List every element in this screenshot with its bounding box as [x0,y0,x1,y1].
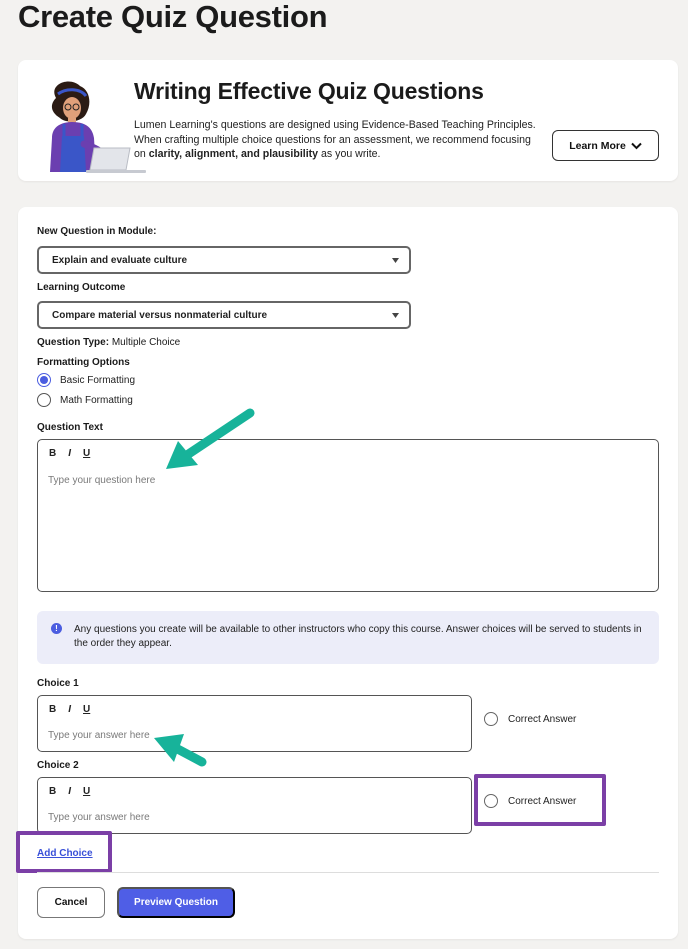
choice-1-placeholder: Type your answer here [48,730,150,741]
question-text-label: Question Text [37,422,103,433]
banner-description: Lumen Learning's questions are designed using Evidence-Based Teaching Principles. When crafting multiple choice questions for an assessment, we recommend focusing on clarity, alignment, and plausibility as you write. [134,119,536,160]
radio-button[interactable] [484,712,498,726]
learn-more-button[interactable]: Learn More [552,130,659,161]
question-form [18,207,678,939]
radio-button[interactable] [37,393,51,407]
radio-math-formatting[interactable]: Math Formatting [37,393,133,407]
choice-1-editor[interactable] [37,695,472,752]
banner-title: Writing Effective Quiz Questions [134,78,484,104]
underline-button[interactable]: U [83,448,91,459]
banner-emphasis: clarity, alignment, and plausibility [148,148,319,160]
underline-button[interactable]: U [83,704,91,715]
radio-basic-formatting[interactable]: Basic Formatting [37,373,135,387]
page-title: Create Quiz Question [18,0,328,34]
outcome-select[interactable] [37,301,411,329]
radio-button[interactable] [37,373,51,387]
add-choice-highlight [16,831,112,873]
question-type-value: Multiple Choice [111,337,181,348]
choice-1-correct-answer[interactable]: Correct Answer [484,712,576,726]
choice-2-editor[interactable] [37,777,472,834]
formatting-toolbar [49,704,90,715]
bold-button[interactable]: B [49,448,57,459]
choice-2-label: Choice 2 [37,760,79,771]
choice-2-placeholder: Type your answer here [48,812,150,823]
cancel-button[interactable]: Cancel [37,887,105,918]
choice-2-correct-answer[interactable]: Correct Answer [484,794,576,808]
formatting-label: Formatting Options [37,357,130,368]
caret-down-icon [392,313,399,318]
formatting-toolbar [49,448,90,459]
caret-down-icon [392,258,399,263]
italic-button[interactable]: I [68,448,72,459]
module-select[interactable] [37,246,411,274]
outcome-label: Learning Outcome [37,282,126,293]
annotation-arrow-icon [152,728,214,772]
chevron-down-icon [631,142,642,150]
underline-button[interactable]: U [83,786,91,797]
add-choice-link[interactable]: Add Choice [37,848,93,859]
annotation-arrow-icon [160,405,260,475]
module-label: New Question in Module: [37,226,157,237]
question-placeholder: Type your question here [48,475,156,486]
divider [37,872,659,873]
info-icon: ! [51,623,62,634]
person-at-laptop-illustration [36,78,146,176]
formatting-toolbar [49,786,90,797]
bold-button[interactable]: B [49,786,57,797]
italic-button[interactable]: I [68,786,72,797]
choice-1-label: Choice 1 [37,678,79,689]
bold-button[interactable]: B [49,704,57,715]
preview-question-button[interactable]: Preview Question [117,887,235,918]
module-select-value: Explain and evaluate culture [52,254,188,266]
notice-text: Any questions you create will be available to other instructors who copy this course. Answer choices will be served to students in the order they appear. [74,624,642,649]
italic-button[interactable]: I [68,704,72,715]
tips-banner [18,60,678,181]
info-notice [37,611,659,664]
question-text-editor[interactable] [37,439,659,592]
correct-answer-highlight [474,774,606,826]
outcome-select-value: Compare material versus nonmaterial culture [52,309,268,321]
question-type: Question Type: Multiple Choice [37,337,181,348]
